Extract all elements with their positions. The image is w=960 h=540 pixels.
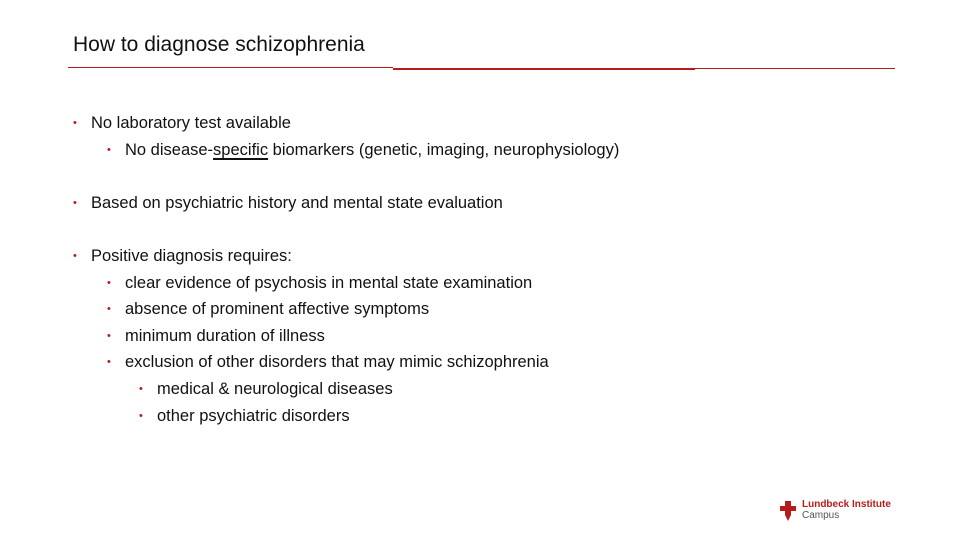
bullet-text: exclusion of other disorders that may mimic schizophrenia <box>125 353 549 371</box>
bullet-text: No laboratory test available <box>91 114 291 132</box>
slide-title: How to diagnose schizophrenia <box>73 33 365 56</box>
cross-pin-icon <box>779 501 797 521</box>
lundbeck-logo <box>779 499 904 523</box>
bullet-level3 <box>139 379 393 399</box>
bullet-dot-icon: • <box>73 197 77 209</box>
bullet-text-pre: No disease- <box>125 141 214 159</box>
bullet-text: medical & neurological diseases <box>157 380 393 398</box>
bullet-text: clear evidence of psychosis in mental state examination <box>125 274 533 292</box>
bullet-text: minimum duration of illness <box>125 327 325 345</box>
bullet-dot-icon: • <box>107 144 111 156</box>
bullet-dot-icon: • <box>107 277 111 289</box>
bullet-dot-icon: • <box>73 250 77 262</box>
title-underline-right <box>695 68 895 69</box>
bullet-level2 <box>107 326 325 346</box>
bullet-text-underlined: specific <box>213 141 269 159</box>
bullet-dot-icon: • <box>107 303 111 315</box>
logo-line2: Campus <box>802 510 840 521</box>
bullet-level2 <box>107 140 619 160</box>
title-underline-middle <box>393 68 695 70</box>
bullet-text: other psychiatric disorders <box>157 407 350 425</box>
bullet-dot-icon: • <box>107 356 111 368</box>
bullet-level1 <box>73 113 291 133</box>
bullet-dot-icon: • <box>73 117 77 129</box>
bullet-dot-icon: • <box>107 330 111 342</box>
bullet-dot-icon: • <box>139 383 143 395</box>
bullet-level3 <box>139 406 350 426</box>
bullet-text: absence of prominent affective symptoms <box>125 300 430 318</box>
bullet-level2 <box>107 299 429 319</box>
bullet-dot-icon: • <box>139 410 143 422</box>
bullet-text-post: biomarkers (genetic, imaging, neurophysiology) <box>268 141 620 159</box>
title-underline-left <box>68 67 393 68</box>
logo-line1: Lundbeck Institute <box>802 499 891 510</box>
bullet-level2 <box>107 352 549 372</box>
bullet-text: Positive diagnosis requires: <box>91 247 292 265</box>
bullet-level2 <box>107 273 532 293</box>
bullet-text: Based on psychiatric history and mental state evaluation <box>91 194 503 212</box>
bullet-level1 <box>73 246 292 266</box>
bullet-level1 <box>73 193 503 213</box>
